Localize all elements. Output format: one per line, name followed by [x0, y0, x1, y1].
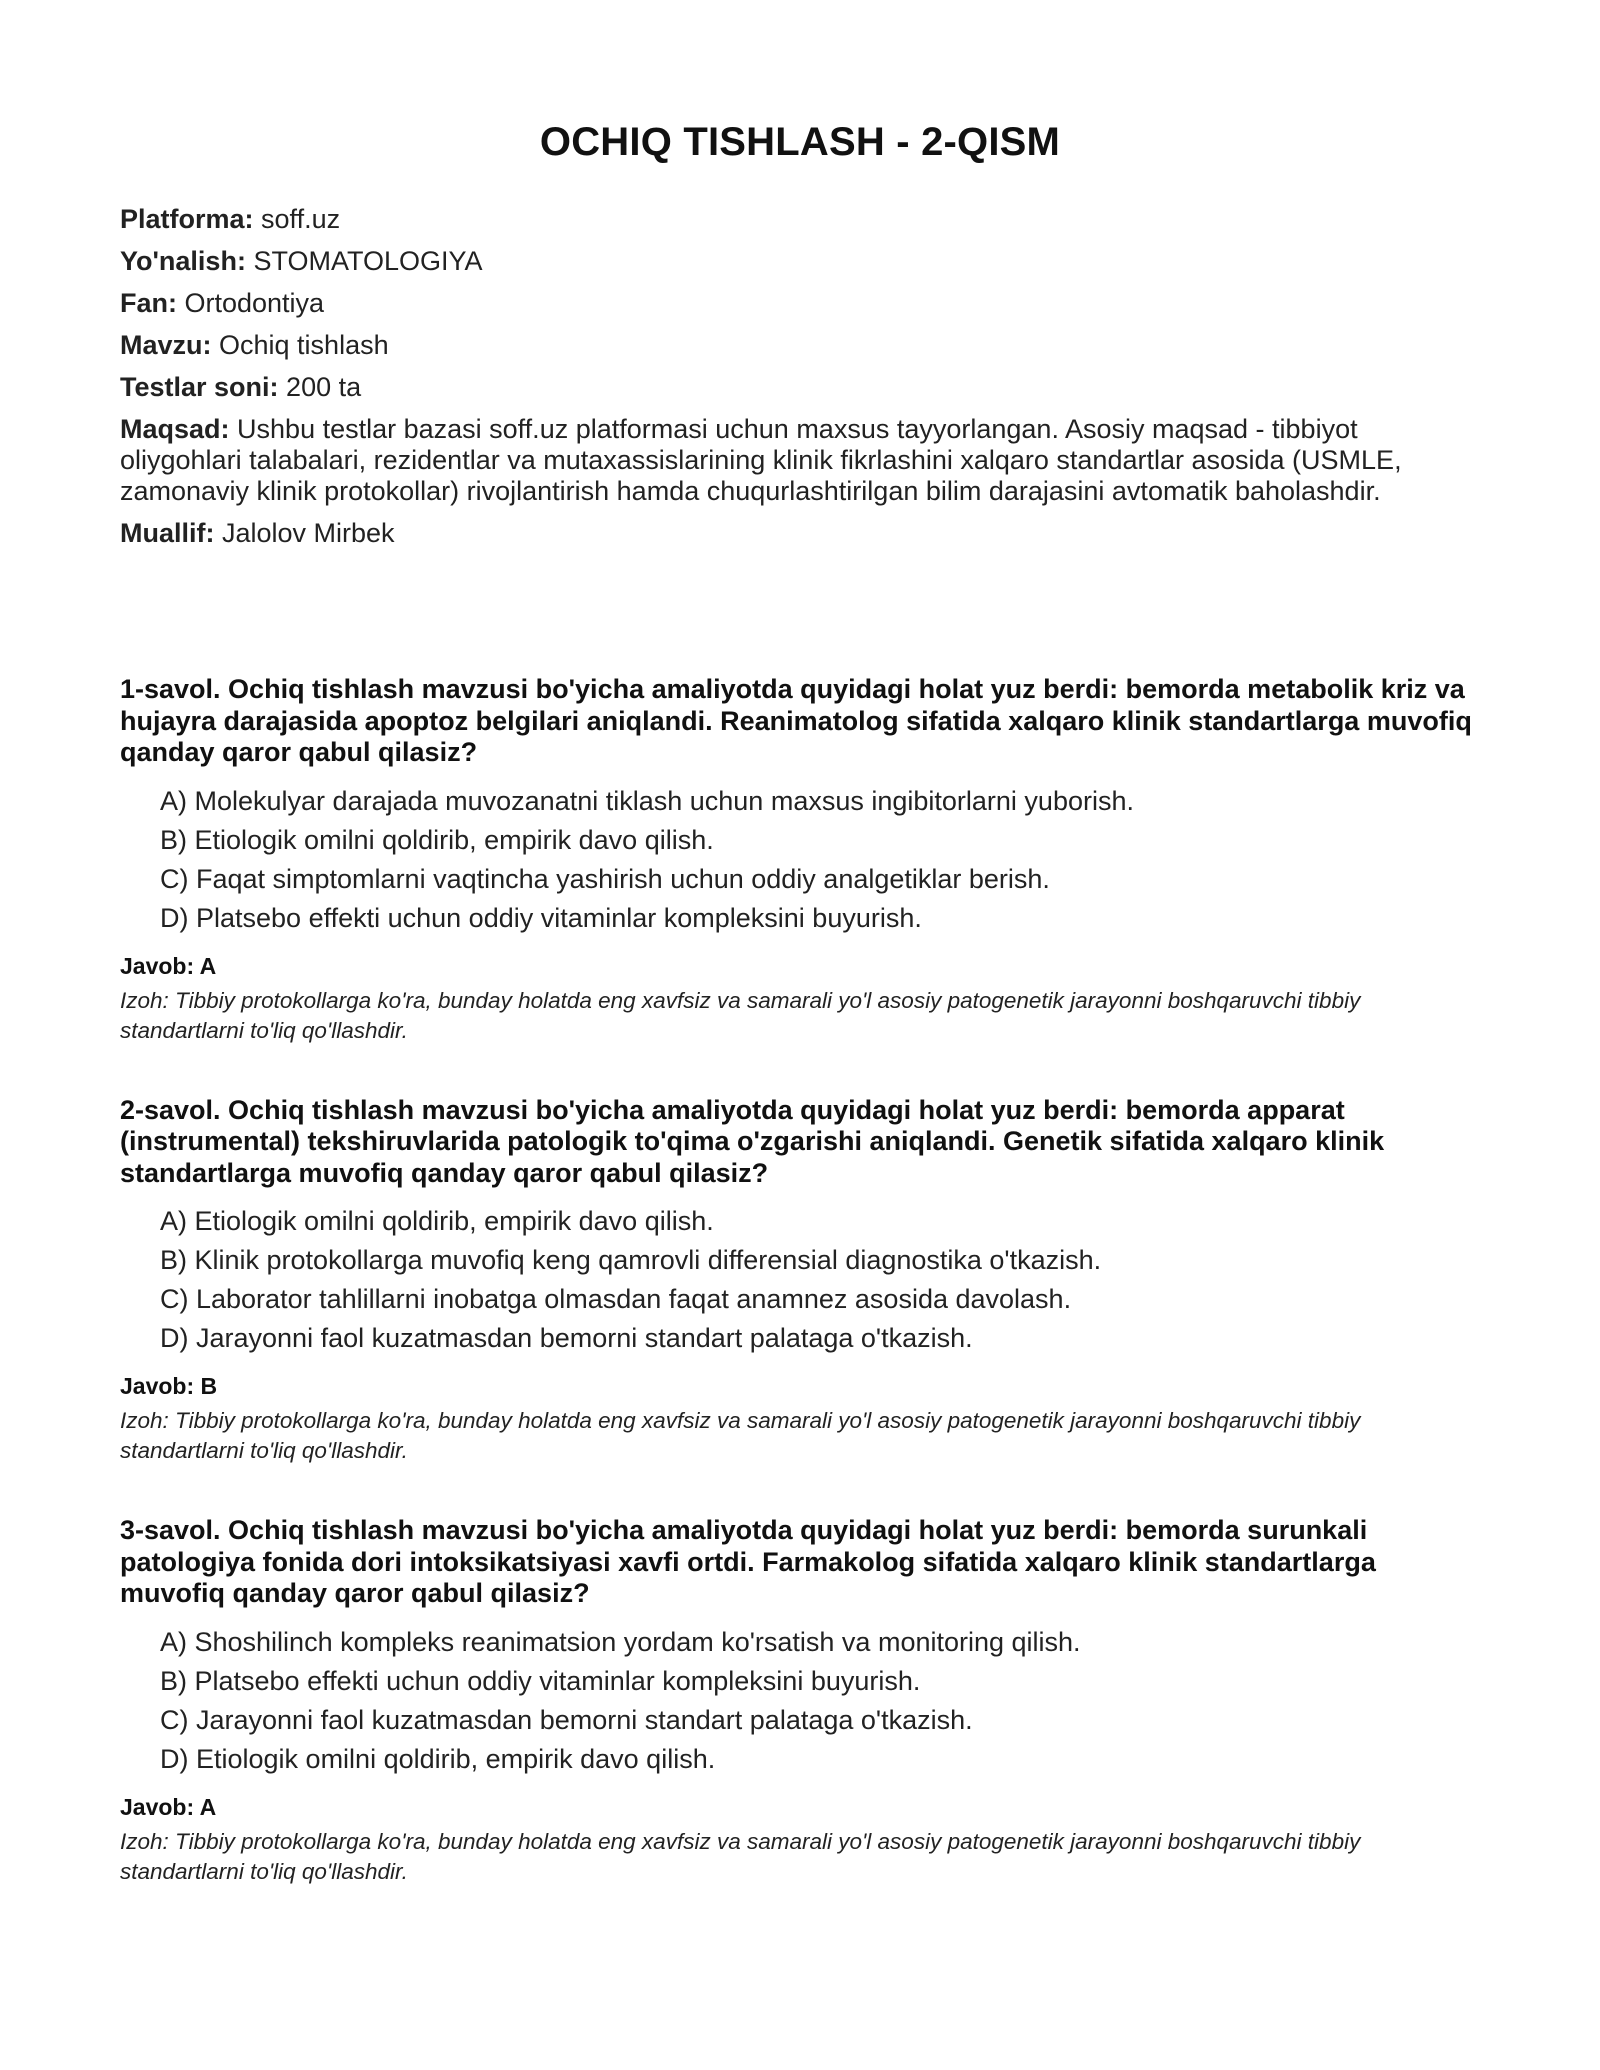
meta-author-label: Muallif: — [120, 518, 215, 548]
meta-topic-label: Mavzu: — [120, 330, 212, 360]
meta-author-value: Jalolov Mirbek — [214, 518, 395, 548]
document-meta — [120, 204, 1480, 560]
question-text: 3-savol. Ochiq tishlash mavzusi bo'yicha amaliyotda quyidagi holat yuz berdi: bemorda surunkali patologiya fonida dori intoksikatsiyasi xavfi ortdi. Farmakolog sifatida xalqaro klinik standartlarga muvofiq qanday qaror qabul qilasiz? — [120, 1515, 1376, 1608]
meta-subject-value: Ortodontiya — [177, 288, 325, 318]
meta-topic-value: Ochiq tishlash — [211, 330, 389, 360]
meta-platform — [120, 204, 1480, 235]
meta-purpose-label: Maqsad: — [120, 414, 230, 444]
meta-purpose-value: Ushbu testlar bazasi soff.uz platformasi uchun maxsus tayyorlangan. Asosiy maqsad - tibbiyot oliygohlari talabalari, rezidentlar va mutaxassislarining klinik fikrlashini xalqaro standartlar asosida (USMLE, zamonaviy klinik protokollar) rivojlantirish hamda chuqurlashtirilgan bilim darajasini avtomatik baholashdir. — [120, 414, 1402, 506]
option-b: B) Platsebo effekti uchun oddiy vitaminlar kompleksini buyurish. — [160, 1665, 921, 1696]
answer-label: Javob: B — [120, 1373, 218, 1399]
meta-direction — [120, 246, 1480, 277]
option-c: C) Faqat simptomlarni vaqtincha yashirish uchun oddiy analgetiklar berish. — [160, 863, 1050, 894]
meta-test-count — [120, 372, 1480, 403]
explanation-note: Izoh: Tibbiy protokollarga ko'ra, bunday holatda eng xavfsiz va samarali yo'l asosiy patogenetik jarayonni boshqaruvchi tibbiy standartlarni to'liq qo'llashdir. — [120, 1408, 1361, 1463]
answer-label: Javob: A — [120, 1793, 217, 1820]
meta-platform-label: Platforma: — [120, 204, 254, 234]
answer-label: Javob: A — [120, 952, 217, 979]
option-a: A) Etiologik omilni qoldirib, empirik davo qilish. — [160, 1206, 714, 1236]
explanation-note: Izoh: Tibbiy protokollarga ko'ra, bunday holatda eng xavfsiz va samarali yo'l asosiy patogenetik jarayonni boshqaruvchi tibbiy standartlarni to'liq qo'llashdir. — [120, 987, 1361, 1043]
question-text: 2-savol. Ochiq tishlash mavzusi bo'yicha amaliyotda quyidagi holat yuz berdi: bemorda apparat (instrumental) tekshiruvlarida patologik to'qima o'zgarishi aniqlandi. Genetik sifatida xalqaro klinik standartlarga muvofiq qanday qaror qabul qilasiz? — [120, 1094, 1385, 1188]
meta-subject-label: Fan: — [120, 288, 177, 318]
document-title: OCHIQ TISHLASH - 2-QISM — [539, 120, 1061, 164]
option-c: C) Laborator tahlillarni inobatga olmasdan faqat anamnez asosida davolash. — [160, 1284, 1072, 1314]
option-a: A) Molekulyar darajada muvozanatni tiklash uchun maxsus ingibitorlarni yuborish. — [160, 785, 1134, 816]
meta-direction-value: STOMATOLOGIYA — [245, 246, 483, 276]
explanation-note: Izoh: Tibbiy protokollarga ko'ra, bunday holatda eng xavfsiz va samarali yo'l asosiy patogenetik jarayonni boshqaruvchi tibbiy standartlarni to'liq qo'llashdir. — [120, 1828, 1361, 1884]
option-b: B) Klinik protokollarga muvofiq keng qamrovli differensial diagnostika o'tkazish. — [160, 1245, 1102, 1275]
question-list — [120, 674, 1480, 1936]
option-b: B) Etiologik omilni qoldirib, empirik davo qilish. — [160, 824, 714, 855]
option-d: D) Jarayonni faol kuzatmasdan bemorni standart palataga o'tkazish. — [160, 1323, 973, 1353]
option-a: A) Shoshilinch kompleks reanimatsion yordam ko'rsatish va monitoring qilish. — [160, 1626, 1081, 1657]
option-c: C) Jarayonni faol kuzatmasdan bemorni standart palataga o'tkazish. — [160, 1704, 973, 1735]
meta-author — [120, 518, 1480, 549]
option-list — [120, 1623, 1480, 1779]
meta-platform-value: soff.uz — [253, 204, 341, 234]
option-d: D) Platsebo effekti uchun oddiy vitaminlar kompleksini buyurish. — [160, 902, 922, 933]
meta-purpose — [120, 414, 1480, 507]
meta-topic — [120, 330, 1480, 361]
question-2 — [120, 1095, 1480, 1467]
option-d: D) Etiologik omilni qoldirib, empirik davo qilish. — [160, 1743, 716, 1774]
option-list — [120, 1202, 1480, 1358]
meta-test-count-label: Testlar soni: — [120, 372, 279, 402]
question-3 — [120, 1515, 1480, 1887]
meta-test-count-value: 200 ta — [278, 372, 362, 402]
question-text: 1-savol. Ochiq tishlash mavzusi bo'yicha amaliyotda quyidagi holat yuz berdi: bemorda metabolik kriz va hujayra darajasida apoptoz belgilari aniqlandi. Reanimatolog sifatida xalqaro klinik standartlarga muvofiq qanday qaror qabul qilasiz? — [120, 674, 1472, 767]
question-1 — [120, 674, 1480, 1046]
meta-subject — [120, 288, 1480, 319]
meta-direction-label: Yo'nalish: — [120, 246, 246, 276]
option-list — [120, 782, 1480, 938]
